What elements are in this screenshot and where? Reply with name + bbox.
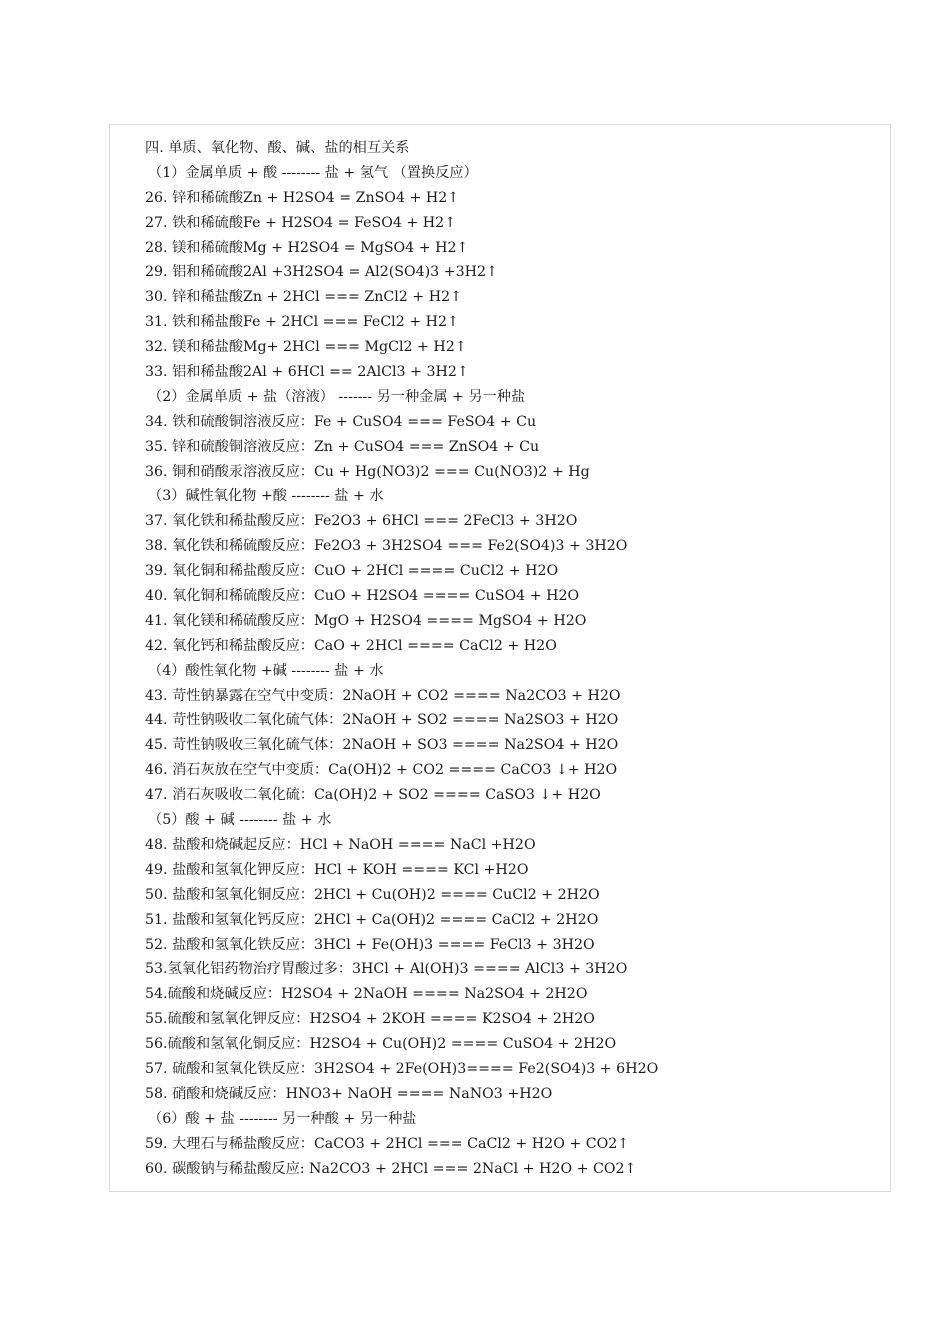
reaction-equation: 55.硫酸和氢氧化钾反应：H2SO4 + 2KOH ==== K2SO4 + 2H2O [145,1011,595,1028]
reaction-equation: 37. 氧化铁和稀盐酸反应：Fe2O3 + 6HCl === 2FeCl3 + 3H2O [145,513,578,530]
reaction-equation: 56.硫酸和氢氧化铜反应：H2SO4 + Cu(OH)2 ==== CuSO4 + 2H2O [145,1036,617,1053]
reaction-equation: 48. 盐酸和烧碱起反应：HCl + NaOH ==== NaCl +H2O [145,836,536,853]
category-heading: （2）金属单质 + 盐（溶液） ------- 另一种金属 + 另一种盐 [148,388,526,405]
section-title: 四. 单质、氧化物、酸、碱、盐的相互关系 [145,140,410,156]
reaction-equation: 58. 硝酸和烧碱反应：HNO3+ NaOH ==== NaNO3 +H2O [145,1085,553,1102]
reaction-equation: 43. 苛性钠暴露在空气中变质：2NaOH + CO2 ==== Na2CO3 + H2O [145,687,621,704]
reaction-equation: 26. 锌和稀硫酸Zn + H2SO4 = ZnSO4 + H2↑ [145,189,460,206]
reaction-equation: 33. 铝和稀盐酸2Al + 6HCl == 2AlCl3 + 3H2↑ [145,364,469,381]
category-heading: （4）酸性氧化物 +碱 -------- 盐 + 水 [148,662,384,679]
category-heading: （6）酸 + 盐 -------- 另一种酸 + 另一种盐 [148,1110,417,1127]
document-body [145,136,885,1181]
reaction-equation: 40. 氧化铜和稀硫酸反应：CuO + H2SO4 ==== CuSO4 + H2O [145,588,580,605]
category-heading: （5）酸 + 碱 -------- 盐 + 水 [148,812,332,829]
reaction-equation: 57. 硫酸和氢氧化铁反应：3H2SO4 + 2Fe(OH)3==== Fe2(SO4)3 + 6H2O [145,1060,659,1077]
reaction-equation: 42. 氧化钙和稀盐酸反应：CaO + 2HCl ==== CaCl2 + H2O [145,637,557,654]
reaction-equation: 39. 氧化铜和稀盐酸反应：CuO + 2HCl ==== CuCl2 + H2O [145,563,559,580]
reaction-equation: 59. 大理石与稀盐酸反应：CaCO3 + 2HCl === CaCl2 + H2O + CO2↑ [145,1135,630,1152]
reaction-equation: 54.硫酸和烧碱反应：H2SO4 + 2NaOH ==== Na2SO4 + 2H2O [145,986,588,1003]
reaction-equation: 46. 消石灰放在空气中变质：Ca(OH)2 + CO2 ==== CaCO3 ↓+ H2O [145,762,618,779]
reaction-equation: 49. 盐酸和氢氧化钾反应：HCl + KOH ==== KCl +H2O [145,861,529,878]
reaction-equation: 50. 盐酸和氢氧化铜反应：2HCl + Cu(OH)2 ==== CuCl2 + 2H2O [145,886,600,903]
reaction-equation: 30. 锌和稀盐酸Zn + 2HCl === ZnCl2 + H2↑ [145,289,462,306]
reaction-equation: 60. 碳酸钠与稀盐酸反应: Na2CO3 + 2HCl === 2NaCl + H2O + CO2↑ [145,1160,637,1177]
reaction-equation: 41. 氧化镁和稀硫酸反应：MgO + H2SO4 ==== MgSO4 + H2O [145,612,587,629]
reaction-equation: 52. 盐酸和氢氧化铁反应：3HCl + Fe(OH)3 ==== FeCl3 + 3H2O [145,936,595,953]
reaction-equation: 38. 氧化铁和稀硫酸反应：Fe2O3 + 3H2SO4 === Fe2(SO4)3 + 3H2O [145,538,628,555]
category-heading: （1）金属单质 + 酸 -------- 盐 + 氢气 （置换反应） [148,164,478,181]
reaction-equation: 28. 镁和稀硫酸Mg + H2SO4 = MgSO4 + H2↑ [145,239,469,256]
category-heading: （3）碱性氧化物 +酸 -------- 盐 + 水 [148,488,384,505]
reaction-equation: 47. 消石灰吸收二氧化硫：Ca(OH)2 + SO2 ==== CaSO3 ↓+ H2O [145,787,601,804]
reaction-equation: 35. 锌和硫酸铜溶液反应：Zn + CuSO4 === ZnSO4 + Cu [145,438,540,455]
reaction-equation: 53.氢氧化铝药物治疗胃酸过多：3HCl + Al(OH)3 ==== AlCl3 + 3H2O [145,961,628,978]
reaction-equation: 29. 铝和稀硫酸2Al +3H2SO4 = Al2(SO4)3 +3H2↑ [145,264,498,281]
reaction-equation: 45. 苛性钠吸收三氧化硫气体：2NaOH + SO3 ==== Na2SO4 + H2O [145,737,619,754]
reaction-equation: 27. 铁和稀硫酸Fe + H2SO4 = FeSO4 + H2↑ [145,214,457,231]
reaction-equation: 31. 铁和稀盐酸Fe + 2HCl === FeCl2 + H2↑ [145,314,459,331]
reaction-equation: 34. 铁和硫酸铜溶液反应：Fe + CuSO4 === FeSO4 + Cu [145,413,537,430]
reaction-equation: 32. 镁和稀盐酸Mg+ 2HCl === MgCl2 + H2↑ [145,339,467,356]
reaction-list [145,161,885,1182]
reaction-equation: 36. 铜和硝酸汞溶液反应：Cu + Hg(NO3)2 === Cu(NO3)2 + Hg [145,463,590,480]
reaction-equation: 51. 盐酸和氢氧化钙反应：2HCl + Ca(OH)2 ==== CaCl2 + 2H2O [145,911,599,928]
reaction-equation: 44. 苛性钠吸收二氧化硫气体：2NaOH + SO2 ==== Na2SO3 + H2O [145,712,619,729]
